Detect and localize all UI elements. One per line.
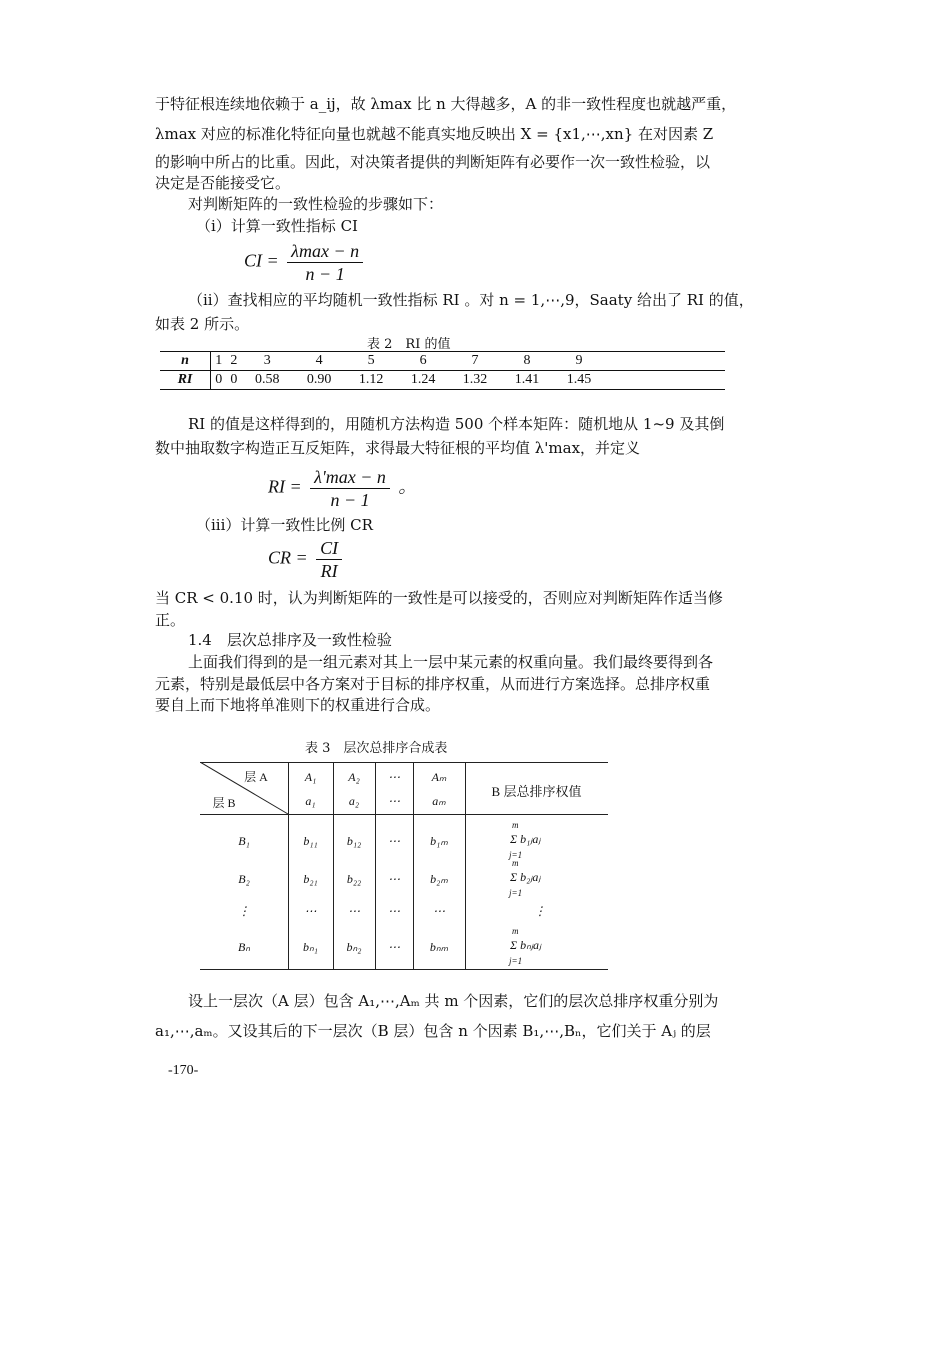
- ri-value-cell: 1.12: [345, 371, 397, 390]
- ri-value-cell: 0: [211, 371, 227, 390]
- ri-table-row-label: n: [160, 352, 211, 371]
- ri-n-cell: 1: [211, 352, 227, 371]
- matrix-cell: b₂₁: [303, 872, 318, 886]
- ri-n-cell: 2: [226, 352, 241, 371]
- para1-line2: λmax 对应的标准化特征向量也就越不能真实地反映出 X = {x1,⋯,xn} 在对因素 Z: [155, 125, 714, 143]
- para2-line2: 数中抽取数字构造正互反矩阵，求得最大特征根的平均值 λ'max，并定义: [155, 439, 641, 457]
- row-label: Bₙ: [237, 940, 251, 954]
- table2-caption: 表 2 RI 的值: [367, 337, 451, 352]
- formula-cr-numerator: CI: [316, 537, 342, 560]
- col-weight: a₂: [348, 794, 360, 808]
- formula-cr-denominator: RI: [320, 561, 338, 581]
- formula-ci-fraction: [287, 240, 363, 285]
- page-number: -170-: [168, 1063, 199, 1078]
- sum-upper: m: [512, 820, 519, 830]
- ri-table: [160, 351, 725, 390]
- formula-ri-denominator: n − 1: [330, 490, 370, 510]
- para4-line1: 上面我们得到的是一组元素对其上一层中某元素的权重向量。我们最终要得到各: [188, 653, 714, 671]
- matrix-cell: b₂ₘ: [430, 872, 448, 886]
- col-head: A₂: [348, 770, 360, 784]
- ri-value-cell: 0: [226, 371, 241, 390]
- matrix-cell: ⋯: [348, 904, 360, 918]
- row-total: Σ b₁ⱼaⱼ: [510, 832, 541, 846]
- formula-ci-denominator: n − 1: [305, 264, 345, 284]
- matrix-cell: b₁₁: [303, 834, 318, 848]
- para1-line1: 于特征根连续地依赖于 a_ij，故 λmax 比 n 大得越多，A 的非一致性程度也就越严重，: [155, 95, 737, 113]
- para5-line2: a₁,⋯,aₘ。又设其后的下一层次（B 层）包含 n 个因素 B₁,⋯,Bₙ，它们关于 Aⱼ 的层: [155, 1022, 711, 1040]
- corner-bottom-label: 层 B: [212, 796, 236, 810]
- matrix-cell: ⋯: [388, 834, 400, 848]
- formula-ci: [244, 240, 367, 285]
- table-rule: [200, 969, 608, 970]
- formula-ri-tail: 。: [398, 476, 417, 497]
- ri-table-row-label: RI: [160, 371, 211, 390]
- formula-ri-lhs: RI =: [268, 476, 302, 497]
- para4-line2: 元素，特别是最低层中各方案对于目标的排序权重，从而进行方案选择。总排序权重: [155, 675, 711, 693]
- ri-value-cell: 0.90: [293, 371, 345, 390]
- para2-line1: RI 的值是这样得到的，用随机方法构造 500 个样本矩阵：随机地从 1~9 及其倒: [188, 415, 725, 433]
- section-heading: 1.4 层次总排序及一致性检验: [188, 631, 392, 649]
- ri-table-spacer: [605, 352, 725, 371]
- step2-line1: （ii）查找相应的平均随机一致性指标 RI 。对 n = 1,⋯,9，Saaty 给出了 RI 的值，: [188, 291, 754, 309]
- steps-intro: 对判断矩阵的一致性检验的步骤如下：: [188, 195, 444, 213]
- para1-line4: 决定是否能接受它。: [155, 174, 291, 192]
- ri-n-cell: 8: [501, 352, 553, 371]
- row-label: ⋮: [238, 904, 250, 918]
- corner-top-label: 层 A: [244, 770, 268, 784]
- ri-value-cell: 1.24: [397, 371, 449, 390]
- formula-ci-lhs: CI =: [244, 250, 279, 271]
- matrix-cell: b₁ₘ: [430, 834, 448, 848]
- step3-heading: （iii）计算一致性比例 CR: [196, 516, 373, 534]
- step1-heading: （i）计算一致性指标 CI: [196, 217, 358, 235]
- ri-n-cell: 9: [553, 352, 605, 371]
- formula-cr: [268, 537, 346, 582]
- matrix-cell: ⋯: [433, 904, 445, 918]
- ri-table-row-n: [160, 352, 725, 371]
- formula-ci-numerator: λmax − n: [287, 240, 363, 263]
- sum-upper: m: [512, 858, 519, 868]
- ri-table-spacer: [605, 371, 725, 390]
- sum-lower: j=1: [509, 956, 523, 966]
- matrix-cell: ⋯: [304, 904, 317, 918]
- ri-n-cell: 5: [345, 352, 397, 371]
- ri-value-cell: 1.32: [449, 371, 501, 390]
- col-head: A₁: [304, 770, 317, 784]
- matrix-cell: bₙ₂: [346, 940, 362, 954]
- ri-n-cell: 3: [241, 352, 293, 371]
- ri-n-cell: 7: [449, 352, 501, 371]
- total-weight-header: B 层总排序权值: [491, 784, 582, 799]
- step2-line2: 如表 2 所示。: [155, 315, 250, 333]
- table3-caption: 表 3 层次总排序合成表: [305, 741, 448, 756]
- para3-line1: 当 CR < 0.10 时，认为判断矩阵的一致性是可以接受的，否则应对判断矩阵作适当修: [155, 589, 723, 607]
- matrix-cell: b₁₂: [346, 834, 362, 848]
- para1-line3: 的影响中所占的比重。因此，对决策者提供的判断矩阵有必要作一次一致性检验，以: [155, 153, 711, 171]
- sum-lower: j=1: [509, 850, 523, 860]
- matrix-cell: ⋯: [388, 940, 400, 954]
- ri-value-cell: 1.41: [501, 371, 553, 390]
- matrix-cell: b₂₂: [346, 872, 362, 886]
- row-label: B₁: [238, 834, 250, 848]
- formula-ri-fraction: [310, 466, 390, 511]
- col-weight: ⋯: [388, 794, 400, 808]
- formula-ri-numerator: λ'max − n: [310, 466, 390, 489]
- formula-cr-lhs: CR =: [268, 547, 308, 568]
- col-weight: aₘ: [432, 794, 446, 808]
- formula-ri: [268, 466, 416, 511]
- para3-line2: 正。: [155, 611, 186, 629]
- matrix-cell: ⋯: [388, 872, 400, 886]
- hierarchy-synthesis-table: [200, 762, 608, 970]
- matrix-cell: ⋯: [388, 904, 400, 918]
- matrix-cell: bₙₘ: [429, 940, 449, 954]
- formula-cr-fraction: [316, 537, 342, 582]
- ri-n-cell: 6: [397, 352, 449, 371]
- ri-table-row-ri: [160, 371, 725, 390]
- ri-n-cell: 4: [293, 352, 345, 371]
- para4-line3: 要自上而下地将单准则下的权重进行合成。: [155, 696, 441, 714]
- row-total: Σ b₂ⱼaⱼ: [510, 870, 541, 884]
- matrix-cell: bₙ₁: [303, 940, 318, 954]
- col-weight: a₁: [305, 794, 316, 808]
- ri-value-cell: 0.58: [241, 371, 293, 390]
- ri-value-cell: 1.45: [553, 371, 605, 390]
- row-total: ⋮: [534, 904, 546, 918]
- para5-line1: 设上一层次（A 层）包含 A₁,⋯,Aₘ 共 m 个因素，它们的层次总排序权重分别为: [188, 992, 719, 1010]
- sum-lower: j=1: [509, 888, 523, 898]
- row-label: B₂: [238, 872, 250, 886]
- col-head: Aₘ: [431, 770, 447, 784]
- sum-upper: m: [512, 926, 519, 936]
- row-total: Σ bₙⱼaⱼ: [510, 938, 542, 952]
- col-head: ⋯: [388, 770, 400, 784]
